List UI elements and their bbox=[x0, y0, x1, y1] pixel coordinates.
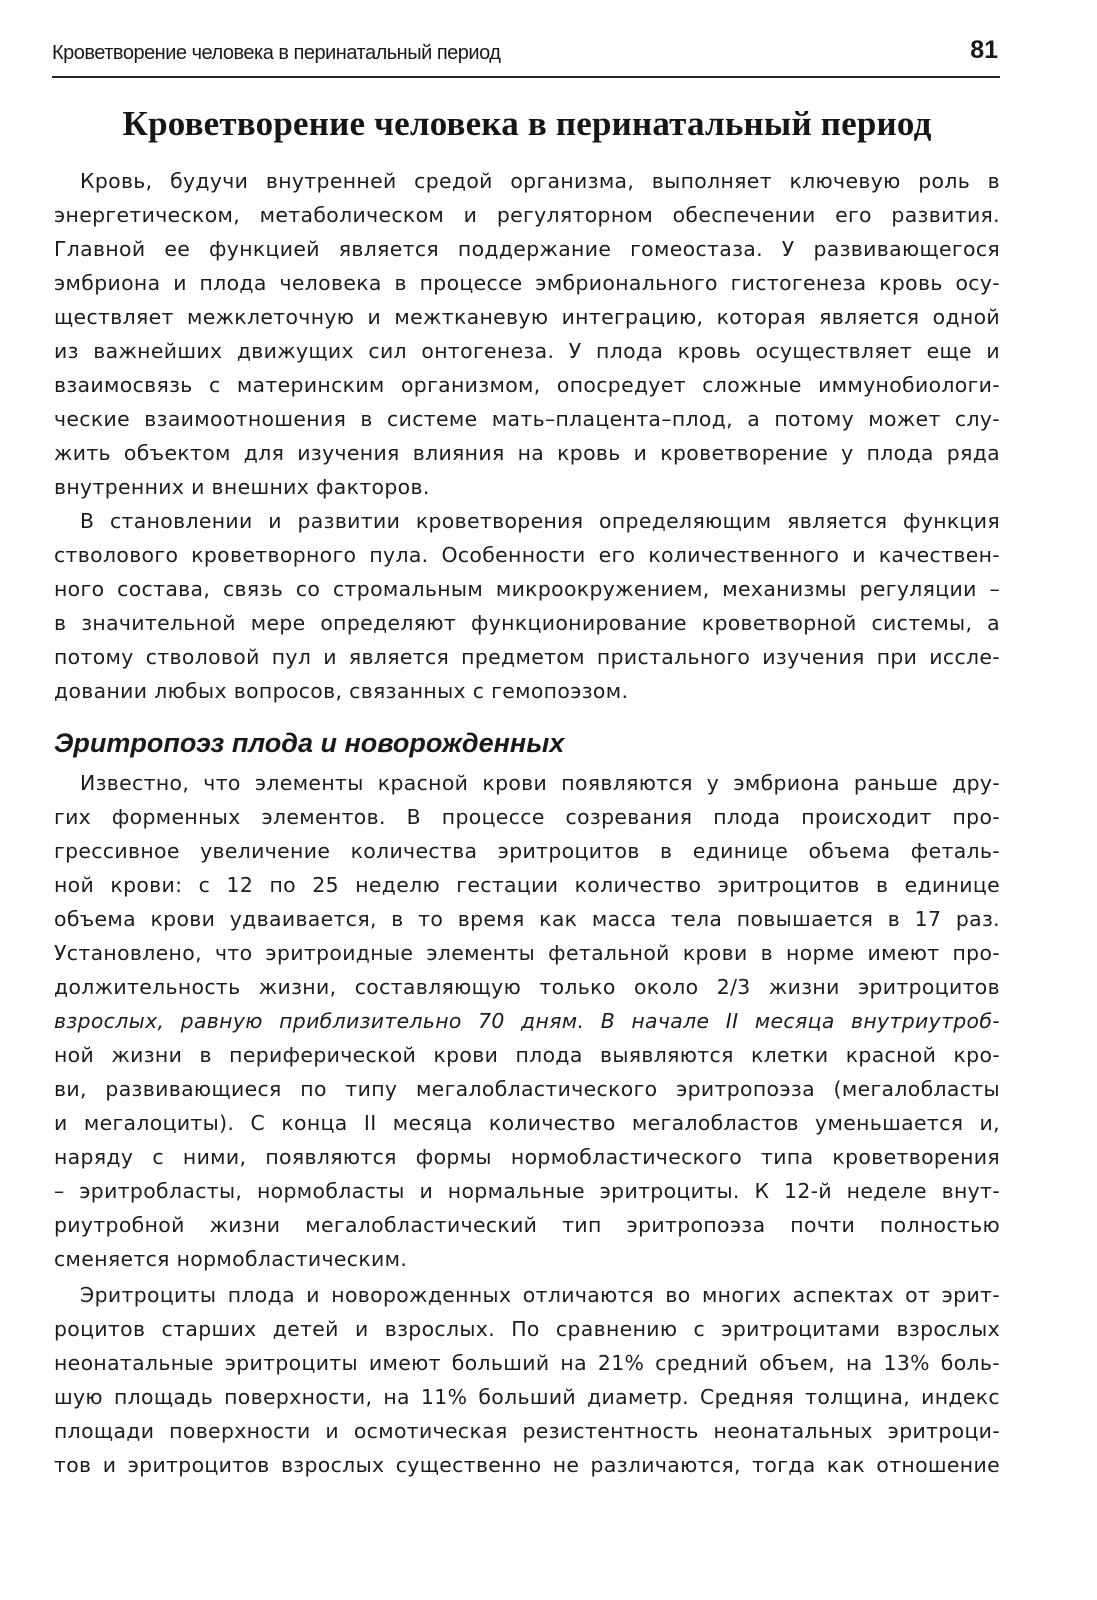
text-line: гих форменных элементов. В процессе созревания плода происходит про- bbox=[54, 805, 1000, 829]
text-line: ного состава, связь со стромальным микроокружением, механизмы регуляции – bbox=[54, 577, 1000, 601]
text-line: площади поверхности и осмотическая резистентность неонатальных эритроци- bbox=[54, 1419, 1000, 1443]
text-line: в значительной мере определяют функционирование кроветворной системы, а bbox=[54, 611, 1000, 635]
paragraph-4 bbox=[54, 1278, 1000, 1482]
text-line: ной крови: с 12 по 25 неделю гестации количество эритроцитов в единице bbox=[54, 873, 1000, 897]
text-line: Главной ее функцией является поддержание гомеостаза. У развивающегося bbox=[54, 237, 1000, 261]
text-line-italic: взрослых, равную приблизительно 70 дням. В начале II месяца внутриутроб- bbox=[54, 1009, 1000, 1033]
text-line: эмбриона и плода человека в процессе эмбрионального гистогенеза кровь осу- bbox=[54, 271, 1000, 295]
text-line: грессивное увеличение количества эритроцитов в единице объема феталь- bbox=[54, 839, 1000, 863]
running-header bbox=[52, 36, 1000, 78]
text-line: объема крови удваивается, в то время как масса тела повышается в 17 раз. bbox=[54, 907, 1000, 931]
text-line: и мегалоциты). С конца II месяца количество мегалобластов уменьшается и, bbox=[54, 1111, 1000, 1135]
text-line: из важнейших движущих сил онтогенеза. У плода кровь осуществляет еще и bbox=[54, 339, 1000, 363]
text-line: жить объектом для изучения влияния на кровь и кроветворение у плода ряда bbox=[54, 441, 1000, 465]
text-line: ческие взаимоотношения в системе мать–плацента–плод, а потому может слу- bbox=[54, 407, 1000, 431]
text-line: ществляет межклеточную и межтканевую интеграцию, которая является одной bbox=[54, 305, 1000, 329]
text-line: потому стволовой пул и является предметом пристального изучения при иссле- bbox=[54, 645, 1000, 669]
text-line: стволового кроветворного пула. Особенности его количественного и качествен- bbox=[54, 543, 1000, 567]
running-title: Кроветворение человека в перинатальный период bbox=[52, 42, 501, 64]
text-line: шую площадь поверхности, на 11% больший диаметр. Средняя толщина, индекс bbox=[54, 1385, 1000, 1409]
text-line: риутробной жизни мегалобластический тип эритропоэза почти полностью bbox=[54, 1213, 1000, 1237]
text-line: Известно, что элементы красной крови появляются у эмбриона раньше дру- bbox=[80, 771, 1000, 795]
text-line: Установлено, что эритроидные элементы фетальной крови в норме имеют про- bbox=[54, 941, 1000, 965]
text-line: Эритроциты плода и новорожденных отличаются во многих аспектах от эрит- bbox=[80, 1283, 1000, 1307]
text-line: ви, развивающиеся по типу мегалобластического эритропоэза (мегалобласты bbox=[54, 1077, 1000, 1101]
chapter-title: Кроветворение человека в перинатальный период bbox=[122, 104, 932, 143]
paragraph-1 bbox=[54, 164, 1000, 504]
text-line: должительность жизни, составляющую только около 2/3 жизни эритроцитов bbox=[54, 975, 1000, 999]
text-line: Кровь, будучи внутренней средой организма, выполняет ключевую роль в bbox=[80, 169, 1000, 193]
text-line: неонатальные эритроциты имеют больший на 21% средний объем, на 13% боль- bbox=[54, 1351, 1000, 1375]
text-line: – эритробласты, нормобласты и нормальные эритроциты. К 12-й неделе внут- bbox=[54, 1179, 1000, 1203]
text-line: ной жизни в периферической крови плода выявляются клетки красной кро- bbox=[54, 1043, 1000, 1067]
text-line: В становлении и развитии кроветворения определяющим является функция bbox=[80, 509, 1000, 533]
text-line: взаимосвязь с материнским организмом, опосредует сложные иммунобиологи- bbox=[54, 373, 1000, 397]
text-line: наряду с ними, появляются формы нормобластического типа кроветворения bbox=[54, 1145, 1000, 1169]
text-line: тов и эритроцитов взрослых существенно не различаются, тогда как отношение bbox=[54, 1453, 1000, 1477]
text-line: энергетическом, метаболическом и регуляторном обеспечении его развития. bbox=[54, 203, 1000, 227]
subsection-title: Эритропоэз плода и новорожденных bbox=[54, 728, 565, 758]
text-line: сменяется нормобластическим. bbox=[54, 1247, 408, 1271]
text-line: внутренних и внешних факторов. bbox=[54, 475, 430, 499]
text-line: довании любых вопросов, связанных с гемопоэзом. bbox=[54, 679, 629, 703]
text-line: роцитов старших детей и взрослых. По сравнению с эритроцитами взрослых bbox=[54, 1317, 1000, 1341]
paragraph-2 bbox=[54, 504, 1000, 708]
paragraph-3 bbox=[54, 766, 1000, 1276]
page-number: 81 bbox=[970, 36, 998, 64]
